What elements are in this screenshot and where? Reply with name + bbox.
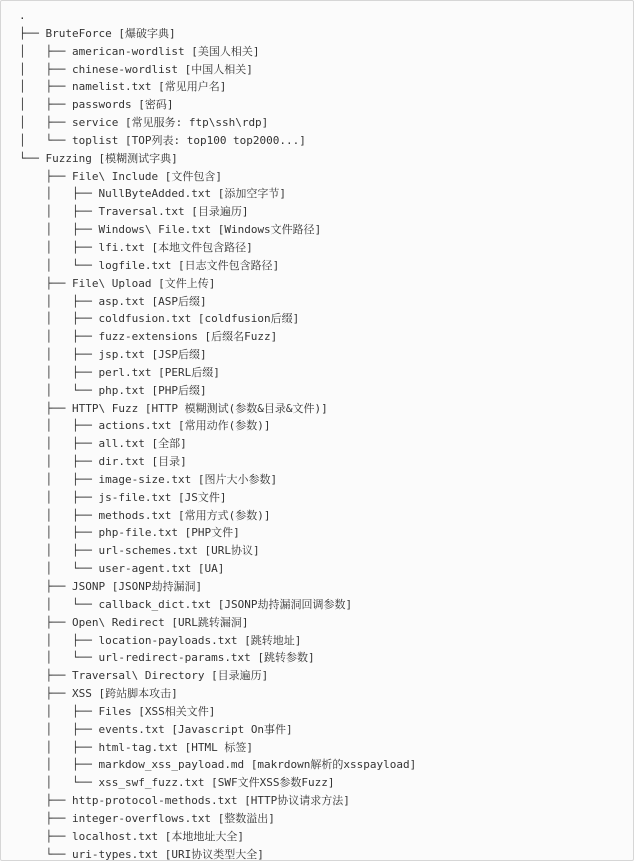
tree-line: [19, 685, 416, 703]
tree-entry-name: php.txt: [98, 383, 145, 397]
tree-line: [19, 596, 416, 614]
tree-entry-description: [跨站脚本攻击]: [98, 687, 178, 701]
tree-entry-description: [UA]: [197, 562, 225, 576]
tree-entry-description: [本地文件包含路径]: [151, 240, 253, 254]
tree-entry-description: [全部]: [151, 437, 187, 451]
tree-branch-prefix: │ ├──: [19, 490, 99, 504]
tree-entry-description: [常用方式(参数)]: [177, 508, 271, 522]
tree-entry-name: fuzz-extensions: [98, 330, 198, 344]
tree-line: [19, 560, 416, 578]
tree-entry-description: [URL协议]: [204, 544, 260, 558]
tree-entry-name: image-size.txt: [98, 472, 192, 486]
tree-entry-description: [常用动作(参数)]: [177, 419, 271, 433]
tree-entry-name: coldfusion.txt: [98, 312, 192, 326]
tree-entry-description: [跳转参数]: [257, 651, 315, 665]
tree-entry-name: Open\ Redirect: [71, 615, 165, 629]
tree-branch-prefix: │ ├──: [19, 704, 99, 718]
tree-entry-description: [HTML 标签]: [184, 740, 253, 754]
tree-branch-prefix: │ ├──: [19, 722, 99, 736]
tree-entry-description: [URL跳转漏洞]: [171, 615, 249, 629]
tree-entry-name: url-schemes.txt: [98, 544, 198, 558]
tree-line: [19, 846, 416, 861]
tree-branch-prefix: ├──: [19, 687, 72, 701]
tree-entry-name: uri-types.txt: [71, 847, 159, 861]
tree-branch-prefix: │ ├──: [19, 758, 99, 772]
tree-line: [19, 328, 416, 346]
tree-branch-prefix: └──: [19, 847, 72, 861]
tree-branch-prefix: │ ├──: [19, 437, 99, 451]
tree-entry-description: [JSONP劫持漏洞回调参数]: [217, 597, 353, 611]
tree-line: [19, 614, 416, 632]
tree-branch-prefix: │ ├──: [19, 240, 99, 254]
tree-line: [19, 221, 416, 239]
tree-line: [19, 310, 416, 328]
tree-entry-description: [SWF文件XSS参数Fuzz]: [211, 776, 335, 790]
tree-entry-description: [跳转地址]: [244, 633, 302, 647]
tree-line: [19, 78, 416, 96]
tree-line: [19, 114, 416, 132]
tree-line: [19, 542, 416, 560]
tree-entry-description: [URI协议类型大全]: [164, 847, 264, 861]
tree-entry-description: [JS文件]: [177, 490, 227, 504]
tree-line: [19, 96, 416, 114]
tree-branch-prefix: ├──: [19, 169, 72, 183]
tree-branch-prefix: │ ├──: [19, 419, 99, 433]
tree-entry-name: Files: [98, 704, 132, 718]
tree-branch-prefix: │ ├──: [19, 348, 99, 362]
tree-entry-name: jsp.txt: [98, 348, 145, 362]
tree-line: [19, 417, 416, 435]
tree-entry-description: [爆破字典]: [118, 26, 176, 40]
tree-line: [19, 364, 416, 382]
tree-entry-name: url-redirect-params.txt: [98, 651, 251, 665]
tree-line: [19, 7, 416, 25]
tree-entry-description: [模糊测试字典]: [98, 151, 178, 165]
tree-branch-prefix: │ ├──: [19, 294, 99, 308]
tree-line: [19, 150, 416, 168]
tree-branch-prefix: │ ├──: [19, 544, 99, 558]
tree-entry-name: integer-overflows.txt: [71, 811, 212, 825]
tree-entry-name: localhost.txt: [71, 829, 159, 843]
tree-branch-prefix: │ ├──: [19, 633, 99, 647]
tree-entry-description: [目录]: [151, 455, 187, 469]
tree-line: [19, 132, 416, 150]
tree-branch-prefix: │ ├──: [19, 223, 99, 237]
tree-line: [19, 489, 416, 507]
tree-line: [19, 293, 416, 311]
tree-entry-description: [文件包含]: [164, 169, 222, 183]
tree-branch-prefix: │ ├──: [19, 44, 72, 58]
tree-branch-prefix: │ ├──: [19, 526, 99, 540]
tree-entry-description: [PHP文件]: [184, 526, 240, 540]
tree-entry-description: [常见用户名]: [158, 80, 227, 94]
tree-line: [19, 739, 416, 757]
tree-entry-name: .: [19, 9, 26, 22]
tree-branch-prefix: │ ├──: [19, 187, 99, 201]
tree-branch-prefix: │ ├──: [19, 740, 99, 754]
tree-entry-description: [图片大小参数]: [197, 472, 278, 486]
tree-line: [19, 203, 416, 221]
tree-entry-description: [密码]: [138, 98, 174, 112]
tree-entry-description: [目录遍历]: [191, 205, 249, 219]
tree-line: [19, 667, 416, 685]
tree-entry-name: perl.txt: [98, 365, 152, 379]
directory-tree: [19, 7, 416, 861]
tree-entry-name: http-protocol-methods.txt: [71, 794, 238, 808]
tree-branch-prefix: │ ├──: [19, 365, 99, 379]
tree-entry-name: markdow_xss_payload.md: [98, 758, 245, 772]
tree-entry-name: HTTP\ Fuzz: [71, 401, 139, 415]
tree-branch-prefix: │ └──: [19, 383, 99, 397]
tree-branch-prefix: │ └──: [19, 597, 99, 611]
tree-entry-name: service: [71, 116, 119, 130]
tree-branch-prefix: │ ├──: [19, 80, 72, 94]
tree-branch-prefix: │ ├──: [19, 312, 99, 326]
tree-line: [19, 257, 416, 275]
tree-entry-description: [Windows文件路径]: [217, 223, 322, 237]
tree-entry-name: namelist.txt: [71, 80, 152, 94]
tree-entry-description: [coldfusion后缀]: [197, 312, 300, 326]
tree-entry-name: chinese-wordlist: [71, 62, 178, 76]
tree-branch-prefix: │ └──: [19, 651, 99, 665]
tree-entry-description: [JSP后缀]: [151, 348, 207, 362]
tree-entry-name: Traversal.txt: [98, 205, 185, 219]
tree-branch-prefix: │ └──: [19, 776, 99, 790]
tree-entry-name: File\ Upload: [71, 276, 152, 290]
tree-line: [19, 168, 416, 186]
tree-branch-prefix: │ ├──: [19, 472, 99, 486]
tree-line: [19, 828, 416, 846]
tree-entry-description: [makrdown解析的xsspayload]: [250, 758, 417, 772]
tree-line: [19, 239, 416, 257]
tree-branch-prefix: ├──: [19, 26, 46, 40]
tree-branch-prefix: │ ├──: [19, 205, 99, 219]
tree-line: [19, 774, 416, 792]
tree-entry-name: dir.txt: [98, 455, 145, 469]
tree-entry-description: [日志文件包含路径]: [177, 258, 280, 272]
tree-branch-prefix: │ └──: [19, 258, 99, 272]
tree-entry-description: [JSONP劫持漏洞]: [111, 580, 203, 593]
tree-entry-name: toplist: [71, 133, 119, 147]
tree-entry-name: logfile.txt: [98, 258, 172, 272]
tree-branch-prefix: │ ├──: [19, 98, 72, 112]
tree-entry-description: [HTTP 模糊测试(参数&目录&文件)]: [144, 401, 328, 415]
tree-entry-name: asp.txt: [98, 294, 145, 308]
tree-entry-name: passwords: [71, 98, 132, 112]
tree-entry-name: BruteForce: [45, 26, 112, 40]
tree-entry-description: [Javascript On事件]: [171, 722, 293, 736]
tree-entry-name: american-wordlist: [71, 44, 185, 58]
tree-branch-prefix: │ └──: [19, 133, 72, 147]
tree-entry-description: [后缀名Fuzz]: [204, 330, 278, 344]
tree-line: [19, 632, 416, 650]
tree-entry-name: methods.txt: [98, 508, 172, 522]
tree-line: [19, 792, 416, 810]
tree-branch-prefix: ├──: [19, 811, 72, 825]
tree-entry-name: callback_dict.txt: [98, 597, 212, 611]
tree-entry-name: NullByteAdded.txt: [98, 187, 212, 201]
tree-line: [19, 382, 416, 400]
tree-line: [19, 43, 416, 61]
tree-branch-prefix: │ ├──: [19, 508, 99, 522]
tree-branch-prefix: │ ├──: [19, 330, 99, 344]
tree-entry-name: all.txt: [98, 437, 145, 451]
tree-line: [19, 346, 416, 364]
tree-branch-prefix: ├──: [19, 401, 72, 415]
tree-entry-description: [文件上传]: [158, 276, 216, 290]
tree-entry-name: Windows\ File.txt: [98, 223, 212, 237]
tree-entry-name: XSS: [71, 687, 92, 701]
tree-entry-description: [ASP后缀]: [151, 294, 207, 308]
tree-entry-name: php-file.txt: [98, 526, 178, 540]
tree-line: [19, 25, 416, 43]
tree-branch-prefix: │ ├──: [19, 455, 99, 469]
tree-line: [19, 61, 416, 79]
tree-entry-description: [目录遍历]: [211, 669, 269, 683]
tree-line: [19, 453, 416, 471]
tree-entry-description: [PHP后缀]: [151, 383, 207, 397]
tree-branch-prefix: │ ├──: [19, 116, 72, 130]
tree-entry-name: File\ Include: [71, 169, 159, 183]
tree-line: [19, 703, 416, 721]
tree-line: [19, 471, 416, 489]
tree-entry-name: Traversal\ Directory: [71, 669, 205, 683]
tree-entry-name: xss_swf_fuzz.txt: [98, 776, 205, 790]
tree-line: [19, 524, 416, 542]
tree-branch-prefix: ├──: [19, 829, 72, 843]
tree-entry-description: [本地地址大全]: [164, 829, 244, 843]
tree-entry-name: html-tag.txt: [98, 740, 178, 754]
tree-entry-description: [整数溢出]: [217, 811, 275, 825]
tree-branch-prefix: │ ├──: [19, 62, 72, 76]
tree-branch-prefix: │ └──: [19, 562, 99, 576]
tree-line: [19, 435, 416, 453]
tree-entry-name: Fuzzing: [45, 151, 92, 165]
tree-branch-prefix: ├──: [19, 580, 72, 593]
tree-branch-prefix: ├──: [19, 794, 72, 808]
tree-entry-name: JSONP: [71, 580, 106, 593]
tree-line: [19, 810, 416, 828]
tree-branch-prefix: ├──: [19, 615, 72, 629]
tree-line: [19, 756, 416, 774]
tree-entry-name: events.txt: [98, 722, 165, 736]
tree-entry-name: actions.txt: [98, 419, 172, 433]
tree-entry-description: [PERL后缀]: [158, 365, 220, 379]
tree-line: [19, 578, 416, 596]
tree-entry-name: js-file.txt: [98, 490, 172, 504]
tree-branch-prefix: └──: [19, 151, 46, 165]
tree-branch-prefix: ├──: [19, 669, 72, 683]
tree-line: [19, 721, 416, 739]
tree-entry-name: user-agent.txt: [98, 562, 192, 576]
tree-entry-description: [常见服务: ftp\ssh\rdp]: [124, 116, 269, 130]
tree-line: [19, 507, 416, 525]
tree-entry-description: [XSS相关文件]: [138, 704, 216, 718]
tree-entry-name: lfi.txt: [98, 240, 145, 254]
tree-line: [19, 400, 416, 418]
tree-line: [19, 185, 416, 203]
tree-branch-prefix: ├──: [19, 276, 72, 290]
tree-entry-description: [美国人相关]: [191, 44, 260, 58]
tree-entry-description: [中国人相关]: [184, 62, 253, 76]
tree-entry-description: [TOP列表: top100 top2000...]: [124, 133, 306, 147]
tree-entry-name: location-payloads.txt: [98, 633, 238, 647]
tree-line: [19, 649, 416, 667]
tree-entry-description: [添加空字节]: [217, 187, 286, 201]
tree-entry-description: [HTTP协议请求方法]: [244, 794, 350, 808]
tree-line: [19, 275, 416, 293]
